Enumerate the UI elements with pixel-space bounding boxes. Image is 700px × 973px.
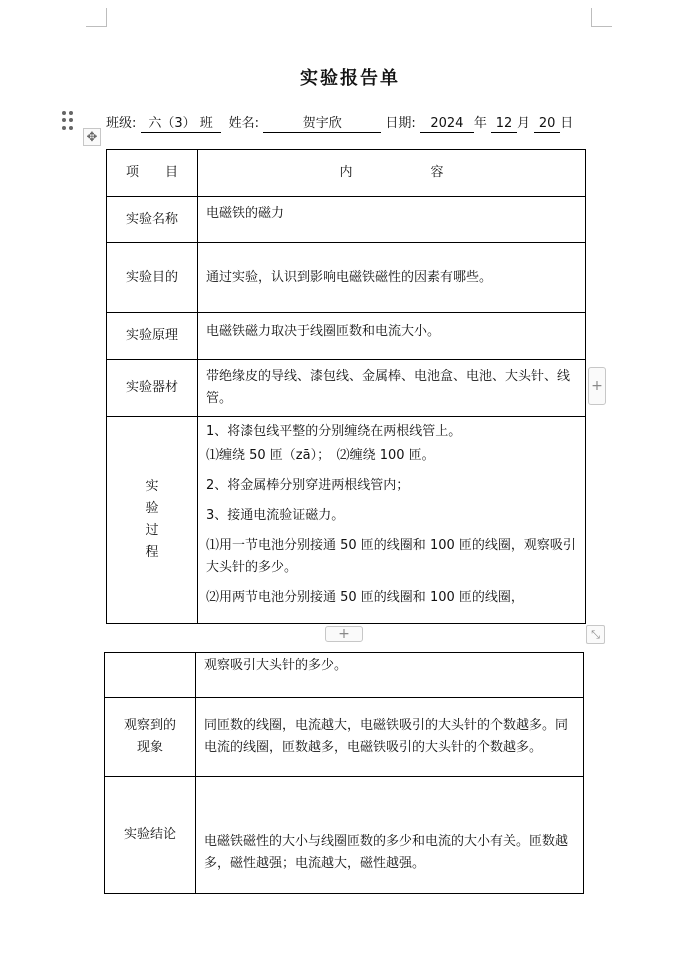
- header-content-cell: 内 容: [198, 150, 586, 197]
- table-row: [107, 243, 586, 313]
- process-label-char: 过: [145, 523, 159, 538]
- principle-value: 电磁铁磁力取决于线圈匝数和电流大小。: [198, 313, 586, 360]
- table-row: [107, 417, 586, 624]
- process-label-char: 程: [145, 545, 159, 560]
- table-move-icon[interactable]: ✥: [83, 128, 101, 146]
- report-table-part-1: [106, 149, 586, 624]
- page-corner-mark-top-left: [86, 8, 107, 27]
- process-label-char: 实: [145, 479, 159, 494]
- process-continued-value: 观察吸引大头针的多少。: [196, 653, 584, 698]
- year-value: 2024: [420, 116, 474, 133]
- conclusion-value: 电磁铁磁性的大小与线圈匝数的多少和电流的大小有关。匝数越多，磁性越强；电流越大，磁性越强。: [196, 777, 584, 894]
- header-info-line: [106, 112, 573, 133]
- experiment-name-label: 实验名称: [107, 197, 198, 243]
- year-unit: 年: [473, 116, 487, 131]
- add-column-button[interactable]: +: [588, 367, 606, 405]
- observation-label-line: 观察到的: [123, 718, 176, 733]
- day-value: 20: [534, 116, 560, 133]
- page-corner-mark-top-right: [591, 8, 612, 27]
- month-value: 12: [491, 116, 517, 133]
- process-step: ⑴缠绕 50 匝（zā）； ⑵缠绕 100 匝。: [206, 448, 435, 463]
- observation-value: 同匝数的线圈，电流越大，电磁铁吸引的大头针的个数越多。同电流的线圈，匝数越多，电磁铁吸引的大头针的个数越多。: [196, 698, 584, 777]
- observation-label: [105, 698, 196, 777]
- day-unit: 日: [560, 116, 574, 131]
- process-step: 2、将金属棒分别穿进两根线管内；: [206, 478, 410, 493]
- table-row: [107, 360, 586, 417]
- conclusion-label: 实验结论: [105, 777, 196, 894]
- drag-handle-icon[interactable]: [62, 111, 74, 131]
- report-table-part-2: [104, 652, 584, 894]
- observation-label-line: 现象: [136, 740, 163, 755]
- page-title: 实验报告单: [300, 68, 400, 89]
- process-label-char: 验: [145, 501, 159, 516]
- table-row: [105, 777, 584, 894]
- equipment-value: 带绝缘皮的导线、漆包线、金属棒、电池盒、电池、大头针、线管。: [198, 360, 586, 417]
- table-row: [105, 653, 584, 698]
- table-resize-icon[interactable]: ⤡: [586, 625, 605, 644]
- principle-label: 实验原理: [107, 313, 198, 360]
- name-value: 贺宇欣: [263, 116, 381, 133]
- process-label: [107, 417, 198, 624]
- experiment-name-value: 电磁铁的磁力: [198, 197, 586, 243]
- month-unit: 月: [517, 116, 531, 131]
- purpose-label: 实验目的: [107, 243, 198, 313]
- table-row: [107, 150, 586, 197]
- process-step: 1、将漆包线平整的分别缠绕在两根线管上。: [206, 424, 462, 439]
- date-label: 日期:: [385, 116, 416, 131]
- process-step: ⑵用两节电池分别接通 50 匝的线圈和 100 匝的线圈，: [206, 590, 524, 605]
- process-step: 3、接通电流验证磁力。: [206, 508, 345, 523]
- table-row: [105, 698, 584, 777]
- table-row: [107, 313, 586, 360]
- process-continued-label: [105, 653, 196, 698]
- equipment-label: 实验器材: [107, 360, 198, 417]
- purpose-value: 通过实验，认识到影响电磁铁磁性的因素有哪些。: [198, 243, 586, 313]
- name-label: 姓名:: [228, 116, 260, 131]
- class-label: 班级:: [106, 116, 137, 131]
- process-value: [198, 417, 586, 624]
- add-row-button[interactable]: +: [325, 626, 363, 642]
- table-row: [107, 197, 586, 243]
- process-step: ⑴用一节电池分别接通 50 匝的线圈和 100 匝的线圈，观察吸引大头针的多少。: [206, 538, 576, 575]
- class-value: 六（3） 班: [141, 116, 221, 133]
- header-item-cell: 项 目: [107, 150, 198, 197]
